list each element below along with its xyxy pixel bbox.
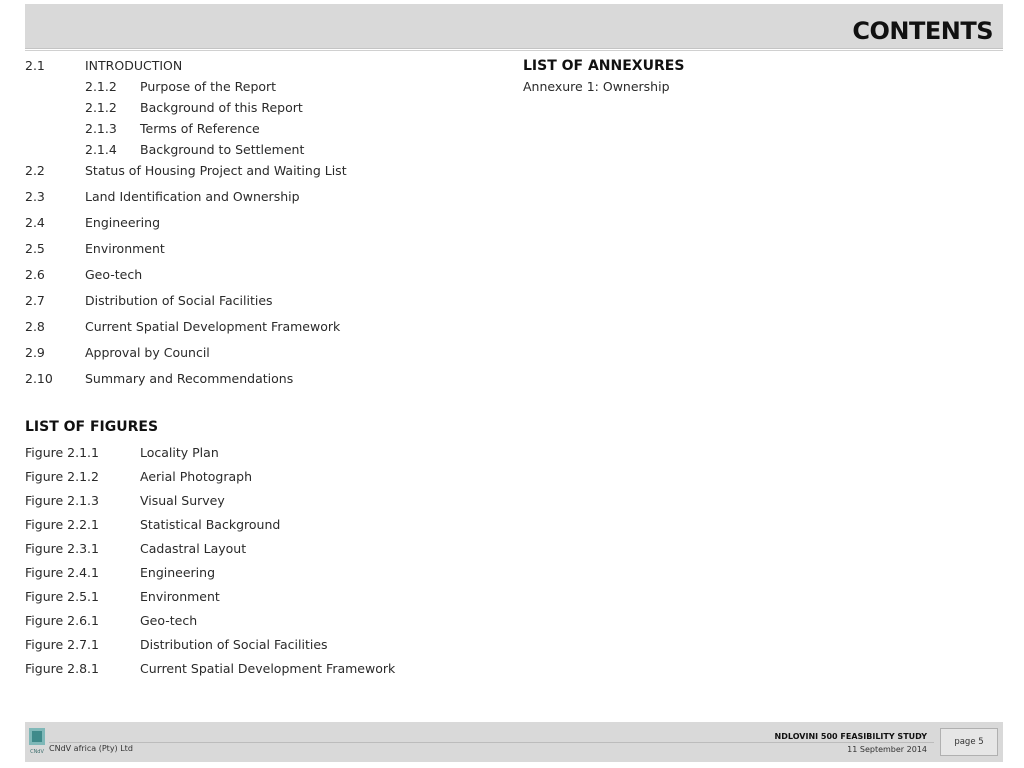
figure-number: Figure 2.7.1	[25, 637, 99, 652]
figure-number: Figure 2.8.1	[25, 661, 99, 676]
toc-entry-label: Approval by Council	[85, 345, 210, 360]
figure-label: Distribution of Social Facilities	[140, 637, 328, 652]
annexure-item: Annexure 1: Ownership	[523, 79, 670, 94]
figure-label: Statistical Background	[140, 517, 281, 532]
toc-entry-number: 2.1.2	[85, 100, 117, 115]
toc-entry-label: Status of Housing Project and Waiting List	[85, 163, 347, 178]
toc-entry-number: 2.10	[25, 371, 53, 386]
toc-entry-label: Distribution of Social Facilities	[85, 293, 273, 308]
toc-entry-number: 2.8	[25, 319, 45, 334]
header-divider	[25, 50, 1003, 51]
toc-entry-number: 2.5	[25, 241, 45, 256]
toc-entry-label: INTRODUCTION	[85, 58, 183, 73]
toc-entry-label: Purpose of the Report	[140, 79, 277, 94]
footer	[25, 722, 1003, 762]
annexures-heading: LIST OF ANNEXURES	[523, 58, 685, 74]
toc-entry-number: 2.1.2	[85, 79, 117, 94]
toc-entry-label: Geo-tech	[85, 267, 143, 282]
figure-label: Aerial Photograph	[140, 469, 252, 484]
page-number: page 5	[940, 728, 998, 756]
company-logo-icon	[28, 727, 46, 757]
toc-entry-label: Background of this Report	[140, 100, 303, 115]
toc-entry-number: 2.2	[25, 163, 45, 178]
figure-number: Figure 2.2.1	[25, 517, 99, 532]
toc-entry-label: Terms of Reference	[140, 121, 260, 136]
figure-number: Figure 2.4.1	[25, 565, 99, 580]
figure-label: Environment	[140, 589, 220, 604]
toc-entry-label: Land Identification and Ownership	[85, 189, 300, 204]
figure-number: Figure 2.3.1	[25, 541, 99, 556]
toc-entry-number: 2.1.4	[85, 142, 117, 157]
toc-entry-number: 2.6	[25, 267, 45, 282]
figure-number: Figure 2.1.1	[25, 445, 99, 460]
toc-entry-number: 2.3	[25, 189, 45, 204]
report-date: 11 September 2014	[847, 745, 927, 754]
figure-label: Geo-tech	[140, 613, 198, 628]
logo-text: CNdV	[30, 749, 44, 755]
toc-entry-number: 2.4	[25, 215, 45, 230]
toc-entry-label: Current Spatial Development Framework	[85, 319, 341, 334]
toc-entry-number: 2.7	[25, 293, 45, 308]
figures-heading: LIST OF FIGURES	[25, 419, 159, 435]
footer-divider	[49, 742, 934, 743]
toc-entry-number: 2.1.3	[85, 121, 117, 136]
figure-label: Engineering	[140, 565, 215, 580]
figure-label: Locality Plan	[140, 445, 219, 460]
header-bar	[25, 4, 1003, 49]
project-title: NDLOVINI 500 FEASIBILITY STUDY	[774, 732, 927, 741]
toc-entry-label: Environment	[85, 241, 165, 256]
figure-label: Cadastral Layout	[140, 541, 247, 556]
toc-entry-label: Engineering	[85, 215, 160, 230]
page-title: CONTENTS	[852, 17, 993, 45]
toc-entry-label: Background to Settlement	[140, 142, 305, 157]
figure-label: Visual Survey	[140, 493, 225, 508]
figure-number: Figure 2.1.2	[25, 469, 99, 484]
toc-entry-label: Summary and Recommendations	[85, 371, 294, 386]
figure-number: Figure 2.1.3	[25, 493, 99, 508]
figure-number: Figure 2.5.1	[25, 589, 99, 604]
figure-label: Current Spatial Development Framework	[140, 661, 396, 676]
toc-entry-number: 2.9	[25, 345, 45, 360]
figure-number: Figure 2.6.1	[25, 613, 99, 628]
toc-entry-number: 2.1	[25, 58, 45, 73]
company-name: CNdV africa (Pty) Ltd	[49, 744, 133, 753]
